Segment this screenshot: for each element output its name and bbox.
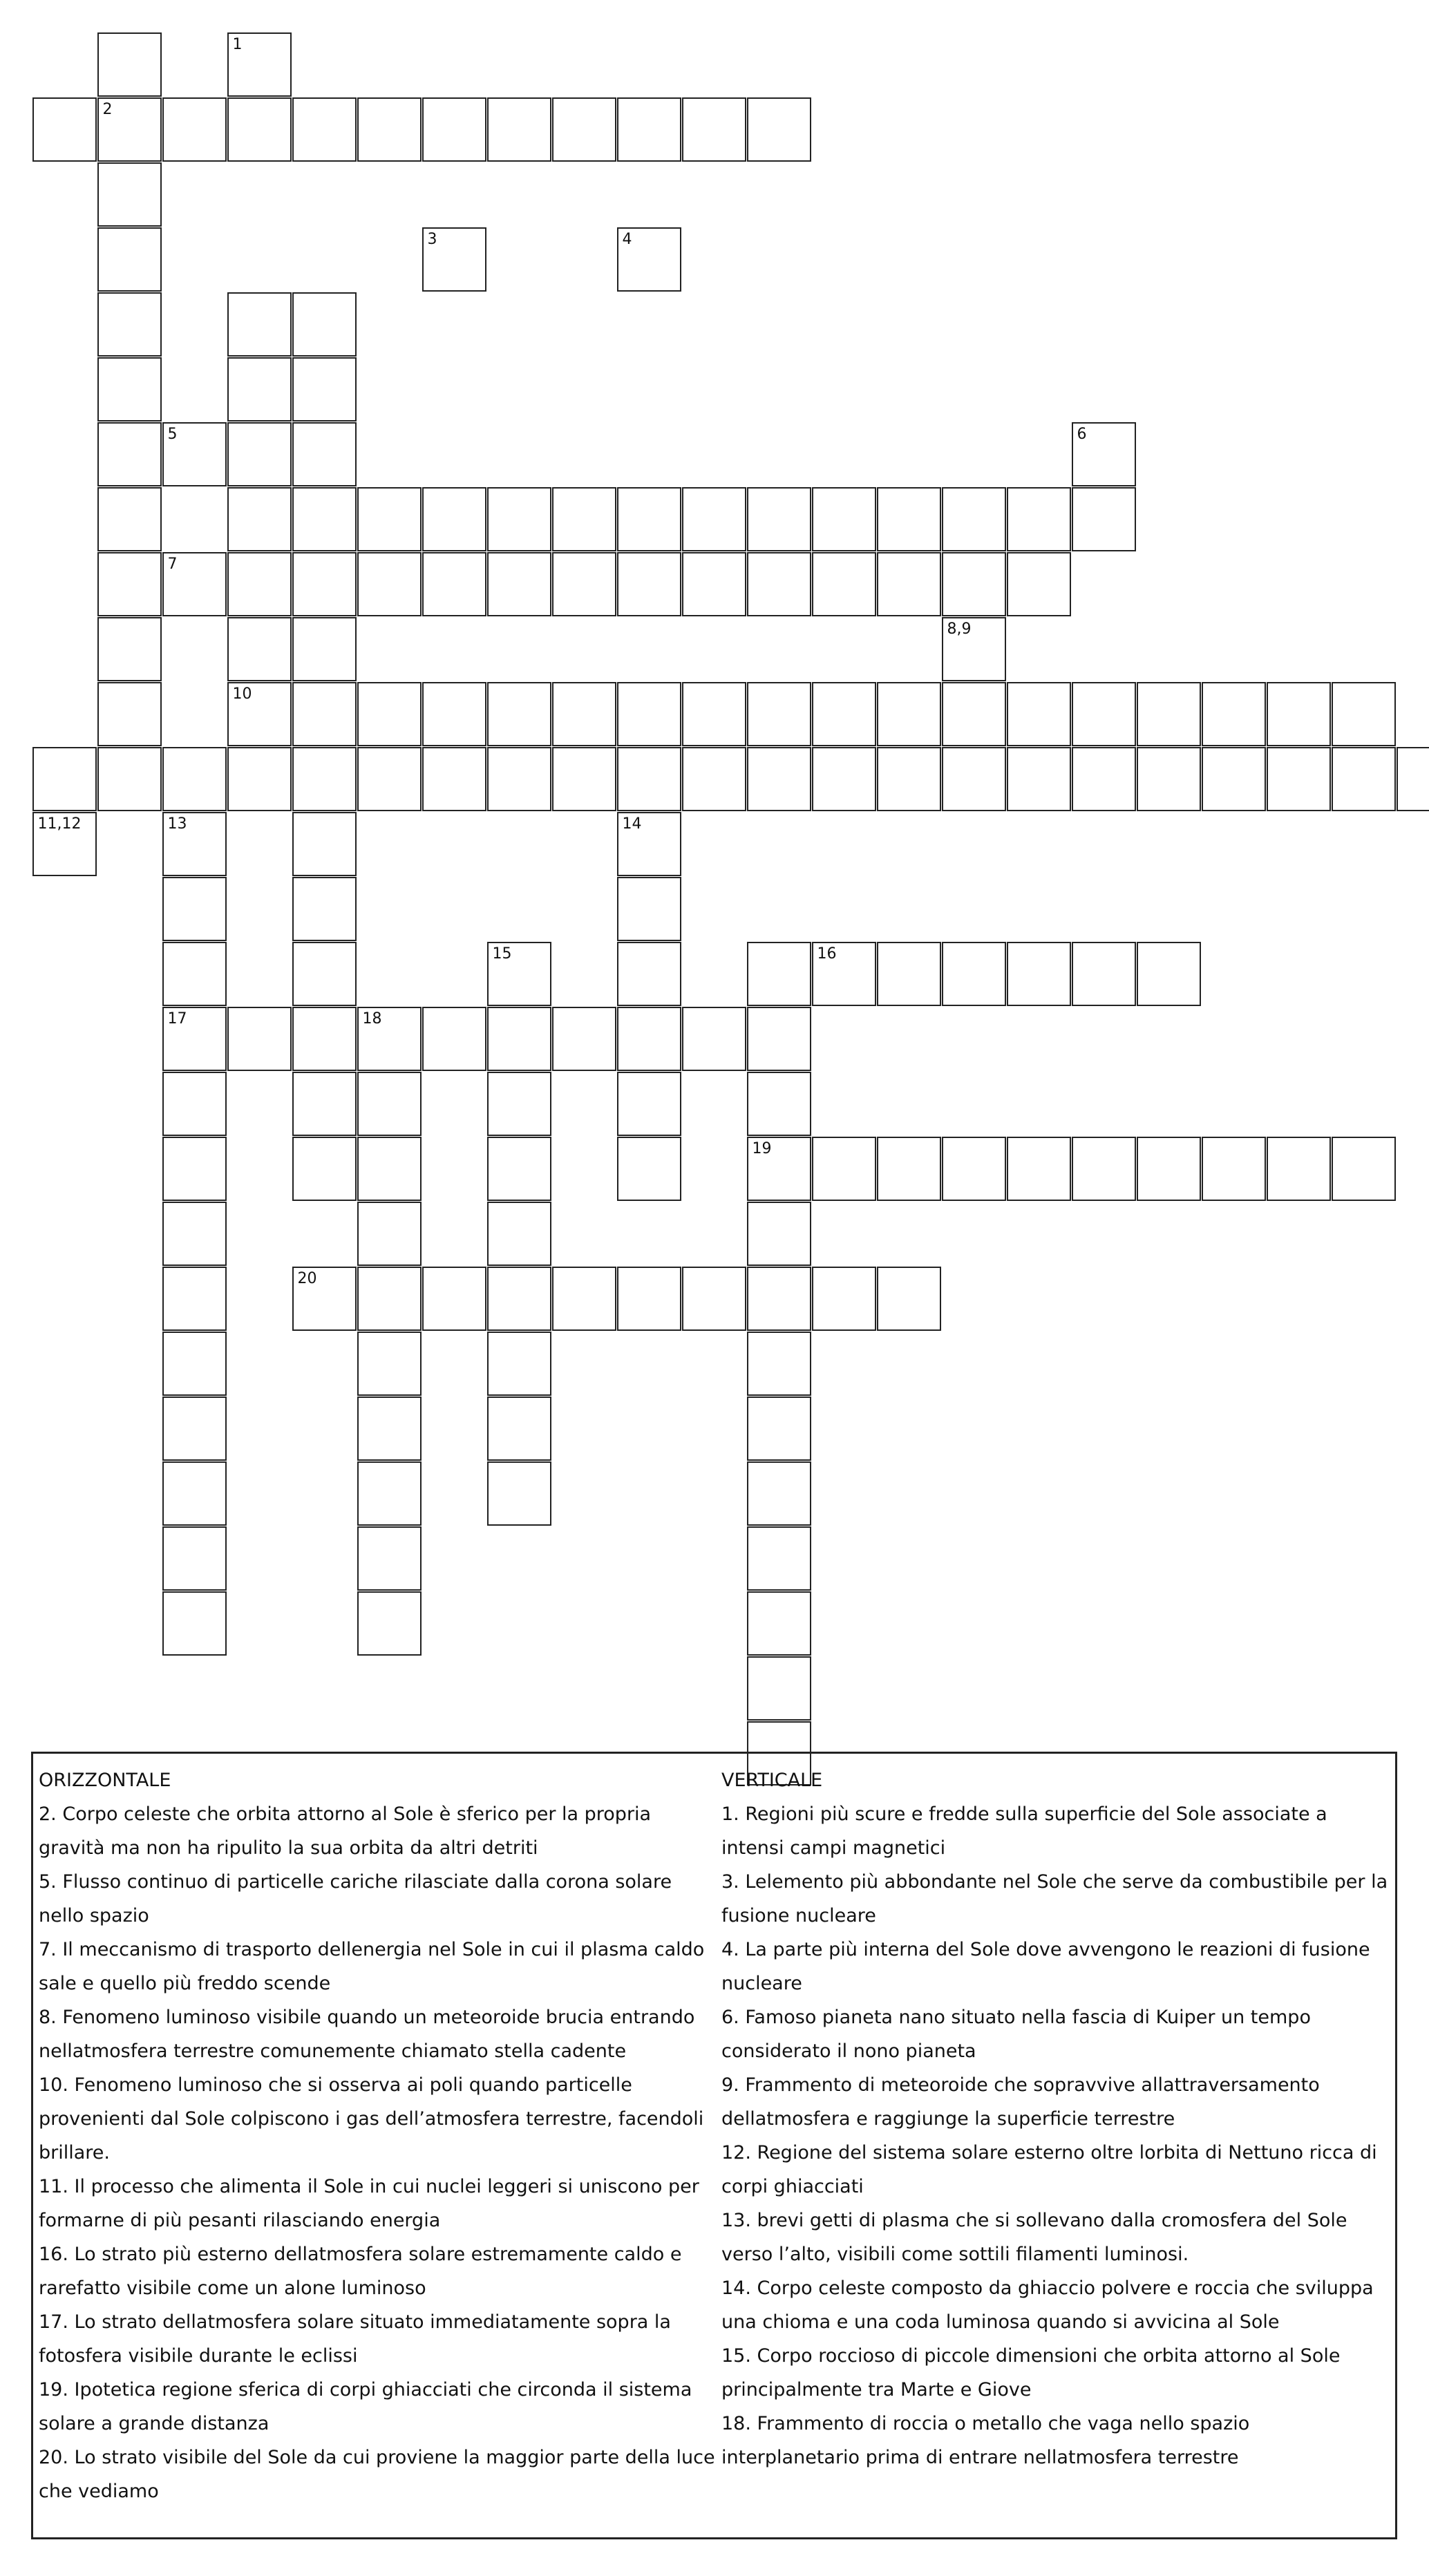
grid-cell[interactable] bbox=[422, 487, 486, 551]
grid-cell[interactable] bbox=[552, 552, 616, 616]
grid-cell[interactable] bbox=[1007, 1137, 1071, 1201]
grid-cell[interactable] bbox=[1007, 682, 1071, 746]
down-clue: 3. Lelemento più abbondante nel Sole che serve da combustibile per la fusione nucleare bbox=[721, 1871, 1388, 1926]
grid-cell[interactable] bbox=[162, 1137, 227, 1201]
grid-cell[interactable] bbox=[292, 357, 357, 422]
grid-cell[interactable] bbox=[162, 1526, 227, 1591]
grid-cell[interactable] bbox=[552, 1267, 616, 1331]
grid-cell[interactable] bbox=[292, 292, 357, 357]
grid-cell[interactable] bbox=[162, 1072, 227, 1136]
grid-cell[interactable] bbox=[292, 747, 357, 811]
grid-cell[interactable] bbox=[812, 487, 876, 551]
grid-cell[interactable] bbox=[617, 812, 681, 876]
grid-cell[interactable] bbox=[227, 747, 292, 811]
grid-cell[interactable] bbox=[162, 877, 227, 941]
down-clue: 12. Regione del sistema solare esterno oltre lorbita di Nettuno ricca di corpi ghiacciati bbox=[721, 2142, 1377, 2197]
grid-cell[interactable] bbox=[357, 1332, 422, 1396]
grid-cell[interactable] bbox=[227, 487, 292, 551]
grid-cell[interactable] bbox=[617, 1072, 681, 1136]
grid-cell[interactable] bbox=[682, 747, 746, 811]
grid-cell[interactable] bbox=[1072, 682, 1136, 746]
grid-cell[interactable] bbox=[1072, 487, 1136, 551]
down-clue: 14. Corpo celeste composto da ghiaccio polvere e roccia che sviluppa una chioma e una coda luminosa quando si avvicina al Sole bbox=[721, 2277, 1374, 2333]
grid-cell[interactable] bbox=[617, 552, 681, 616]
across-clue: 10. Fenomeno luminoso che si osserva ai poli quando particelle provenienti dal Sole colpiscono i gas dell’atmosfera terrestre, facendoli brillare. bbox=[39, 2074, 704, 2163]
grid-cell[interactable] bbox=[227, 357, 292, 422]
grid-cell[interactable] bbox=[162, 1007, 227, 1071]
clue-number: 5 bbox=[167, 425, 178, 443]
grid-cell[interactable] bbox=[747, 1526, 811, 1591]
grid-cell[interactable] bbox=[162, 812, 227, 876]
grid-cell[interactable] bbox=[942, 747, 1006, 811]
grid-cell[interactable] bbox=[747, 1591, 811, 1656]
grid-cell[interactable] bbox=[1007, 942, 1071, 1006]
grid-cell[interactable] bbox=[1267, 1137, 1331, 1201]
grid-cell[interactable] bbox=[1137, 1137, 1201, 1201]
grid-cell[interactable] bbox=[617, 1137, 681, 1201]
down-clue: 13. brevi getti di plasma che si sollevano dalla cromosfera del Sole verso l’alto, visibili come sottili filamenti luminosi. bbox=[721, 2210, 1347, 2265]
clue-number: 17 bbox=[167, 1010, 187, 1027]
grid-cell[interactable] bbox=[97, 552, 162, 616]
grid-cell[interactable] bbox=[747, 1396, 811, 1461]
grid-cell[interactable] bbox=[552, 487, 616, 551]
grid-cell[interactable] bbox=[747, 487, 811, 551]
grid-cell[interactable] bbox=[1202, 1137, 1266, 1201]
down-clue: 6. Famoso pianeta nano situato nella fascia di Kuiper un tempo considerato il nono pianeta bbox=[721, 2007, 1311, 2062]
grid-cell[interactable] bbox=[292, 1007, 357, 1071]
grid-cell[interactable] bbox=[97, 487, 162, 551]
grid-cell[interactable] bbox=[357, 682, 422, 746]
grid-cell[interactable] bbox=[162, 552, 227, 616]
grid-cell[interactable] bbox=[812, 552, 876, 616]
grid-cell[interactable] bbox=[747, 747, 811, 811]
clue-number: 2 bbox=[102, 100, 113, 118]
grid-cell[interactable] bbox=[357, 1461, 422, 1526]
grid-cell[interactable] bbox=[162, 97, 227, 162]
grid-cell[interactable] bbox=[227, 1007, 292, 1071]
grid-cell[interactable] bbox=[812, 682, 876, 746]
grid-cell[interactable] bbox=[422, 552, 486, 616]
grid-cell[interactable] bbox=[227, 552, 292, 616]
grid-cell[interactable] bbox=[552, 97, 616, 162]
clue-number: 4 bbox=[622, 230, 632, 248]
grid-cell[interactable] bbox=[942, 487, 1006, 551]
clue-number: 6 bbox=[1077, 425, 1087, 443]
grid-cell[interactable] bbox=[942, 1137, 1006, 1201]
grid-cell[interactable] bbox=[422, 97, 486, 162]
grid-cell[interactable] bbox=[162, 1461, 227, 1526]
across-clue: 19. Ipotetica regione sferica di corpi ghiacciati che circonda il sistema solare a grande distanza bbox=[39, 2379, 692, 2434]
grid-cell[interactable] bbox=[97, 422, 162, 486]
grid-cell[interactable] bbox=[747, 1202, 811, 1266]
grid-cell[interactable] bbox=[1072, 747, 1136, 811]
grid-cell[interactable] bbox=[617, 747, 681, 811]
grid-cell[interactable] bbox=[162, 1202, 227, 1266]
grid-cell[interactable] bbox=[162, 942, 227, 1006]
grid-cell[interactable] bbox=[422, 1267, 486, 1331]
grid-cell[interactable] bbox=[1072, 1137, 1136, 1201]
grid-cell[interactable] bbox=[747, 97, 811, 162]
grid-cell[interactable] bbox=[97, 97, 162, 162]
grid-cell[interactable] bbox=[357, 1007, 422, 1071]
grid-cell[interactable] bbox=[1332, 1137, 1396, 1201]
across-clue: 20. Lo strato visibile del Sole da cui proviene la maggior parte della luce che vediamo bbox=[39, 2447, 715, 2502]
down-clue: 1. Regioni più scure e fredde sulla superficie del Sole associate a intensi campi magnetici bbox=[721, 1803, 1327, 1859]
grid-cell[interactable] bbox=[942, 617, 1006, 681]
clue-number: 16 bbox=[817, 945, 837, 963]
clues-box bbox=[31, 1752, 1397, 2539]
grid-cell[interactable] bbox=[1007, 747, 1071, 811]
grid-cell[interactable] bbox=[292, 682, 357, 746]
grid-cell[interactable] bbox=[617, 227, 681, 292]
grid-cell[interactable] bbox=[1202, 747, 1266, 811]
grid-cell[interactable] bbox=[877, 1137, 941, 1201]
grid-cell[interactable] bbox=[877, 552, 941, 616]
grid-cell[interactable] bbox=[682, 552, 746, 616]
across-clue: 8. Fenomeno luminoso visibile quando un meteoroide brucia entrando nellatmosfera terrestre comunemente chiamato stella cadente bbox=[39, 2007, 695, 2062]
grid-cell[interactable] bbox=[292, 422, 357, 486]
grid-cell[interactable] bbox=[747, 1332, 811, 1396]
down-clue: 15. Corpo roccioso di piccole dimensioni che orbita attorno al Sole principalmente tra Marte e Giove bbox=[721, 2345, 1341, 2400]
grid-cell[interactable] bbox=[617, 487, 681, 551]
grid-cell[interactable] bbox=[162, 422, 227, 486]
clue-number: 8,9 bbox=[947, 620, 972, 638]
grid-cell[interactable] bbox=[942, 552, 1006, 616]
grid-cell[interactable] bbox=[747, 1461, 811, 1526]
grid-cell[interactable] bbox=[617, 942, 681, 1006]
grid-cell[interactable] bbox=[487, 97, 551, 162]
grid-cell[interactable] bbox=[1332, 682, 1396, 746]
grid-cell[interactable] bbox=[487, 1396, 551, 1461]
grid-cell[interactable] bbox=[97, 32, 162, 97]
clue-number: 14 bbox=[622, 815, 642, 833]
grid-cell[interactable] bbox=[292, 1137, 357, 1201]
grid-cell[interactable] bbox=[357, 1137, 422, 1201]
grid-cell[interactable] bbox=[487, 747, 551, 811]
grid-cell[interactable] bbox=[942, 682, 1006, 746]
grid-cell[interactable] bbox=[227, 617, 292, 681]
grid-cell[interactable] bbox=[617, 682, 681, 746]
grid-cell[interactable] bbox=[487, 1137, 551, 1201]
grid-cell[interactable] bbox=[227, 422, 292, 486]
grid-cell[interactable] bbox=[162, 1396, 227, 1461]
across-clue: 5. Flusso continuo di particelle cariche rilasciate dalla corona solare nello spazio bbox=[39, 1871, 672, 1926]
grid-cell[interactable] bbox=[617, 877, 681, 941]
grid-cell[interactable] bbox=[97, 682, 162, 746]
clue-number: 19 bbox=[752, 1139, 772, 1157]
grid-cell[interactable] bbox=[292, 877, 357, 941]
grid-cell[interactable] bbox=[162, 1591, 227, 1656]
grid-cell[interactable] bbox=[357, 1202, 422, 1266]
grid-cell[interactable] bbox=[1072, 942, 1136, 1006]
across-heading: ORIZZONTALE bbox=[39, 1770, 171, 1791]
grid-cell[interactable] bbox=[487, 487, 551, 551]
grid-cell[interactable] bbox=[97, 747, 162, 811]
down-heading: VERTICALE bbox=[721, 1770, 823, 1791]
grid-cell[interactable] bbox=[682, 487, 746, 551]
grid-cell[interactable] bbox=[747, 942, 811, 1006]
grid-cell[interactable] bbox=[292, 812, 357, 876]
grid-cell[interactable] bbox=[32, 747, 97, 811]
grid-cell[interactable] bbox=[162, 1332, 227, 1396]
grid-cell[interactable] bbox=[357, 1526, 422, 1591]
clue-number: 18 bbox=[362, 1010, 382, 1027]
grid-cell[interactable] bbox=[682, 682, 746, 746]
grid-cell[interactable] bbox=[1267, 747, 1331, 811]
grid-cell[interactable] bbox=[1137, 682, 1201, 746]
grid-cell[interactable] bbox=[877, 682, 941, 746]
grid-cell[interactable] bbox=[877, 942, 941, 1006]
grid-cell[interactable] bbox=[357, 97, 422, 162]
grid-cell[interactable] bbox=[487, 1267, 551, 1331]
grid-cell[interactable] bbox=[487, 552, 551, 616]
grid-cell[interactable] bbox=[487, 1007, 551, 1071]
grid-cell[interactable] bbox=[1397, 747, 1429, 811]
grid-cell[interactable] bbox=[292, 1072, 357, 1136]
grid-cell[interactable] bbox=[682, 97, 746, 162]
grid-cell[interactable] bbox=[552, 747, 616, 811]
grid-cell[interactable] bbox=[487, 1202, 551, 1266]
grid-cell[interactable] bbox=[747, 1007, 811, 1071]
grid-cell[interactable] bbox=[682, 1267, 746, 1331]
grid-cell[interactable] bbox=[292, 552, 357, 616]
grid-cell[interactable] bbox=[487, 682, 551, 746]
grid-cell[interactable] bbox=[682, 1007, 746, 1071]
grid-cell[interactable] bbox=[32, 97, 97, 162]
grid-cell[interactable] bbox=[422, 227, 486, 292]
grid-cell[interactable] bbox=[552, 682, 616, 746]
grid-cell[interactable] bbox=[747, 1072, 811, 1136]
grid-cell[interactable] bbox=[32, 812, 97, 876]
grid-cell[interactable] bbox=[292, 942, 357, 1006]
grid-cell[interactable] bbox=[812, 1267, 876, 1331]
grid-cell[interactable] bbox=[1072, 422, 1136, 486]
grid-cell[interactable] bbox=[422, 682, 486, 746]
grid-cell[interactable] bbox=[162, 747, 227, 811]
across-clue: 16. Lo strato più esterno dellatmosfera solare estremamente caldo e rarefatto visibile come un alone luminoso bbox=[39, 2244, 682, 2299]
grid-cell[interactable] bbox=[97, 227, 162, 292]
grid-cell[interactable] bbox=[617, 1007, 681, 1071]
down-clue: 4. La parte più interna del Sole dove avvengono le reazioni di fusione nucleare bbox=[721, 1939, 1370, 1994]
grid-cell[interactable] bbox=[162, 1267, 227, 1331]
grid-cell[interactable] bbox=[747, 682, 811, 746]
clue-number: 3 bbox=[427, 230, 437, 248]
grid-cell[interactable] bbox=[357, 487, 422, 551]
grid-cell[interactable] bbox=[97, 162, 162, 227]
grid-cell[interactable] bbox=[422, 1007, 486, 1071]
grid-cell[interactable] bbox=[227, 682, 292, 746]
grid-cell[interactable] bbox=[1007, 487, 1071, 551]
grid-cell[interactable] bbox=[1202, 682, 1266, 746]
clue-number: 11,12 bbox=[37, 815, 82, 833]
grid-cell[interactable] bbox=[97, 617, 162, 681]
grid-cell[interactable] bbox=[942, 942, 1006, 1006]
clue-number: 7 bbox=[167, 555, 178, 573]
grid-cell[interactable] bbox=[747, 552, 811, 616]
grid-cell[interactable] bbox=[357, 552, 422, 616]
across-clue: 11. Il processo che alimenta il Sole in cui nuclei leggeri si uniscono per formarne di più pesanti rilasciando energia bbox=[39, 2176, 699, 2231]
down-clue: 9. Frammento di meteoroide che sopravvive allattraversamento dellatmosfera e raggiunge la superficie terrestre bbox=[721, 2074, 1320, 2130]
grid-cell[interactable] bbox=[357, 1267, 422, 1331]
grid-cell[interactable] bbox=[357, 747, 422, 811]
grid-cell[interactable] bbox=[877, 487, 941, 551]
grid-cell[interactable] bbox=[877, 747, 941, 811]
grid-cell[interactable] bbox=[1137, 747, 1201, 811]
grid-cell[interactable] bbox=[227, 292, 292, 357]
across-clue: 2. Corpo celeste che orbita attorno al Sole è sferico per la propria gravità ma non ha ripulito la sua orbita da altri detriti bbox=[39, 1803, 652, 1859]
grid-cell[interactable] bbox=[292, 487, 357, 551]
grid-cell[interactable] bbox=[747, 1267, 811, 1331]
grid-cell[interactable] bbox=[357, 1396, 422, 1461]
grid-cell[interactable] bbox=[1137, 942, 1201, 1006]
grid-cell[interactable] bbox=[1267, 682, 1331, 746]
clue-number: 13 bbox=[167, 815, 187, 833]
clue-number: 20 bbox=[297, 1269, 317, 1287]
grid-cell[interactable] bbox=[97, 357, 162, 422]
grid-cell[interactable] bbox=[357, 1072, 422, 1136]
grid-cell[interactable] bbox=[357, 1591, 422, 1656]
grid-cell[interactable] bbox=[1332, 747, 1396, 811]
grid-cell[interactable] bbox=[422, 747, 486, 811]
grid-cell[interactable] bbox=[747, 1656, 811, 1721]
grid-cell[interactable] bbox=[747, 1137, 811, 1201]
grid-cell[interactable] bbox=[97, 292, 162, 357]
grid-cell[interactable] bbox=[1007, 552, 1071, 616]
clue-number: 15 bbox=[492, 945, 512, 963]
grid-cell[interactable] bbox=[487, 1461, 551, 1526]
grid-cell[interactable] bbox=[292, 617, 357, 681]
grid-cell[interactable] bbox=[552, 1007, 616, 1071]
grid-cell[interactable] bbox=[877, 1267, 941, 1331]
clue-number: 10 bbox=[232, 685, 252, 703]
across-clue: 17. Lo strato dellatmosfera solare situato immediatamente sopra la fotosfera visibile durante le eclissi bbox=[39, 2311, 671, 2367]
grid-cell[interactable] bbox=[617, 97, 681, 162]
grid-cell[interactable] bbox=[292, 97, 357, 162]
grid-cell[interactable] bbox=[227, 32, 292, 97]
clue-number: 1 bbox=[232, 35, 243, 53]
grid-cell[interactable] bbox=[487, 942, 551, 1006]
grid-cell[interactable] bbox=[812, 942, 876, 1006]
grid-cell[interactable] bbox=[292, 1267, 357, 1331]
grid-cell[interactable] bbox=[227, 97, 292, 162]
grid-cell[interactable] bbox=[812, 1137, 876, 1201]
grid-cell[interactable] bbox=[812, 747, 876, 811]
down-clue: 18. Frammento di roccia o metallo che vaga nello spazio interplanetario prima di entrare nellatmosfera terrestre bbox=[721, 2413, 1250, 2468]
grid-cell[interactable] bbox=[487, 1072, 551, 1136]
down-clues bbox=[721, 1763, 1392, 2474]
grid-cell[interactable] bbox=[487, 1332, 551, 1396]
across-clue: 7. Il meccanismo di trasporto dellenergia nel Sole in cui il plasma caldo sale e quello più freddo scende bbox=[39, 1939, 705, 1994]
grid-cell[interactable] bbox=[617, 1267, 681, 1331]
across-clues bbox=[39, 1763, 716, 2508]
